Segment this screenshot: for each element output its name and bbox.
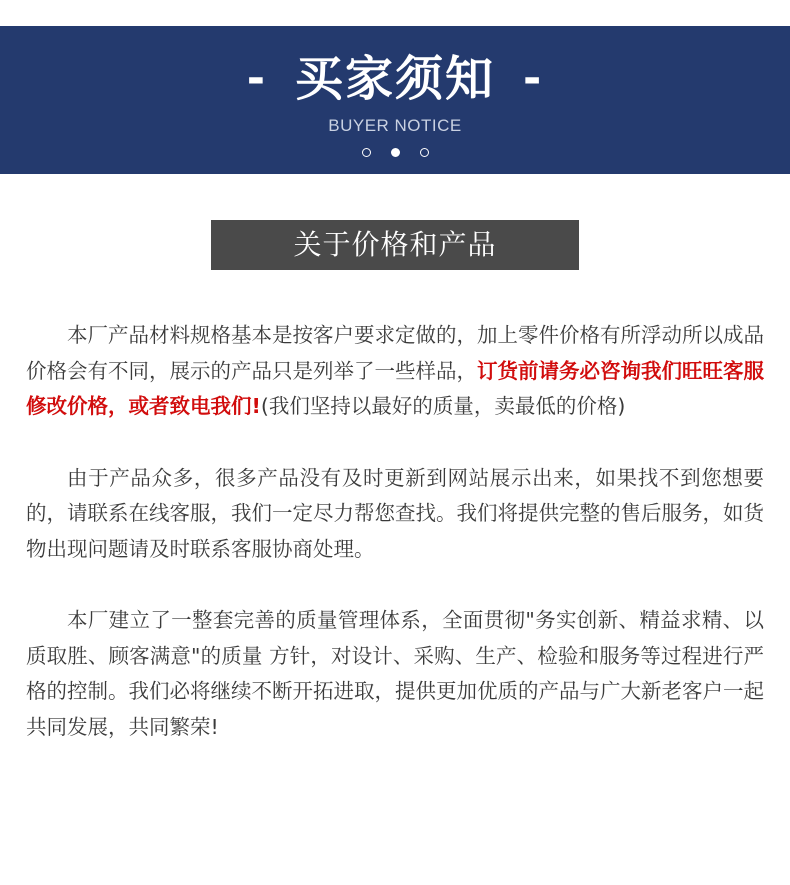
dot-indicator-1[interactable]: [362, 148, 371, 157]
right-dash: -: [523, 53, 544, 104]
paragraph-products: 由于产品众多，很多产品没有及时更新到网站展示出来，如果找不到您想要的，请联系在线客服，我们一定尽力帮您查找。我们将提供完整的售后服务，如货物出现问题请及时联系客服协商处理。: [26, 465, 764, 561]
notice-content: [26, 318, 764, 781]
order-warning-highlight: 订货前请务必咨询我们旺旺客服修改价格，或者致电我们!: [26, 358, 764, 418]
paragraph-quality: 本厂建立了一整套完善的质量管理体系，全面贯彻"务实创新、精益求精、以质取胜、顾客满意"的质量 方针，对设计、采购、生产、检验和服务等过程进行严格的控制。我们必将继续不断开拓进取，提供更加优质的产品与广大新老客户一起共同发展，共同繁荣!: [26, 608, 764, 739]
dot-indicator-2-active[interactable]: [391, 148, 400, 157]
banner-subtitle: BUYER NOTICE: [328, 116, 462, 135]
left-dash: -: [246, 53, 267, 104]
paragraph-price-tail: (我们坚持以最好的质量，卖最低的价格): [260, 394, 626, 418]
dot-indicator-3[interactable]: [420, 148, 429, 157]
paragraph-price: [26, 318, 764, 425]
paragraph-price-text: 本厂产品材料规格基本是按客户要求定做的，加上零件价格有所浮动所以成品价格会有不同，展示的产品只是列举了一些样品，: [26, 323, 764, 383]
banner-title-row: [0, 44, 790, 114]
carousel-dots: [0, 148, 790, 157]
header-banner: [0, 26, 790, 174]
banner-title: 买家须知: [294, 51, 495, 107]
section-heading: 关于价格和产品: [211, 220, 579, 270]
